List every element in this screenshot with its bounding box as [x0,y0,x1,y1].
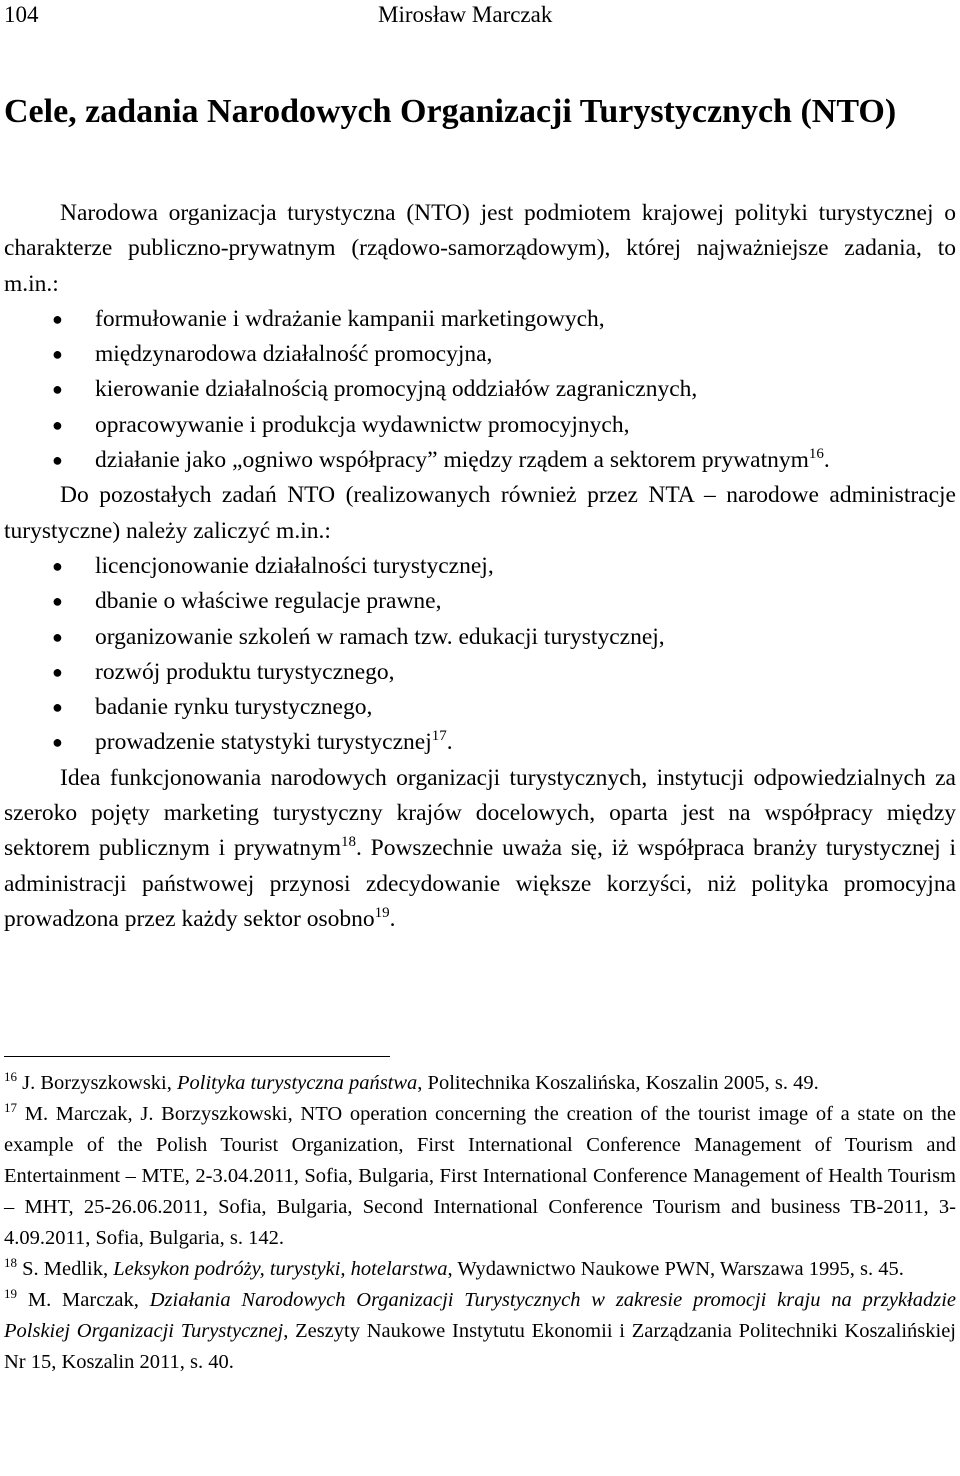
footnote-title: Leksykon podróży, turystyki, hotelarstwa [113,1258,448,1280]
footnote-title: Działania Narodowych Organizacji Turystycznych w zakresie promocji kraju na przykładzie Polskiej Organizacji Turystycznej [4,1289,957,1342]
footnote-ref: 19 [374,904,390,921]
list-item [4,655,956,690]
intro-paragraph: Narodowa organizacja turystyczna (NTO) jest podmiotem krajowej polityki turystycznej o charakterze publiczno-prywatnym (rządowo-samorządowym), której najważniejsze zadania, to m.in.: [4,200,956,297]
bullet-icon: ● [52,344,63,365]
list-item [4,302,956,337]
list-item-text: formułowanie i wdrażanie kampanii marketingowych, [95,305,605,332]
bullet-icon: ● [52,697,63,718]
idea-text-end: . [389,905,396,932]
footnote-title: Polityka turystyczna państwa [177,1072,418,1094]
list-item [4,584,956,619]
list-item-text: kierowanie działalnością promocyjną oddziałów zagranicznych, [95,376,698,403]
bullet-icon: ● [52,414,63,435]
footnote-text: M. Marczak, J. Borzyszkowski, NTO operation concerning the creation of the tourist image of a state on the example of the Polish Tourist Organization, First International Conference Management of Tourism and Entertainment – MTE, 2-3.04.2011, Sofia, Bulgaria, First International Conference Management of Health Tourism – MHT, 25-26.06.2011, Sofia, Bulgaria, Second International Conference Tourism and business TB-2011, 3-4.09.2011, Sofia, Bulgaria, s. 142. [4,1103,956,1249]
bullet-icon: ● [52,555,63,576]
bullet-icon: ● [52,732,63,753]
page-number: 104 [4,2,39,27]
footnote-ref: 18 [340,834,356,851]
tasks-list [4,302,956,478]
list-end-punct: . [823,447,830,474]
list-item [4,725,956,760]
list-item-text: rozwój produktu turystycznego, [95,658,395,685]
footnote [4,1285,956,1378]
footnote-text: , Wydawnictwo Naukowe PWN, Warszawa 1995, s. 45. [447,1258,904,1280]
footnote-number: 17 [4,1100,17,1115]
list-item-text: badanie rynku turystycznego, [95,694,373,721]
list-item-text: międzynarodowa działalność promocyjna, [95,341,493,368]
list-item-text: dbanie o właściwe regulacje prawne, [95,588,442,615]
list-item [4,443,956,478]
list-item [4,337,956,372]
idea-text-part1: Idea funkcjonowania narodowych organizacji turystycznych, instytucji odpowiedzialnych za szeroko pojęty marketing turystyczny krajów docelowych, oparta jest na współpracy między sektorem publicznym i prywatnym [4,764,956,862]
bullet-icon: ● [52,661,63,682]
list-item [4,690,956,725]
bullet-icon: ● [52,308,63,329]
bullet-icon: ● [52,591,63,612]
footnote-number: 16 [4,1069,17,1084]
list-end-punct: . [446,729,453,756]
footnotes [4,1068,956,1378]
bullet-icon: ● [52,626,63,647]
page-header [4,2,956,32]
footnote [4,1254,956,1285]
list-item-text: działanie jako „ogniwo współpracy” między rządem a sektorem prywatnym [95,447,809,474]
list-item-text: licencjonowanie działalności turystycznej, [95,552,494,579]
body-text [4,196,956,937]
list-item [4,408,956,443]
list-item [4,549,956,584]
footnote-text: J. Borzyszkowski, [17,1072,178,1094]
footnote-rule [4,1056,390,1057]
running-head: Mirosław Marczak [378,2,553,27]
footnote-ref: 16 [808,446,824,463]
bullet-icon: ● [52,450,63,471]
footnote-text: M. Marczak, [17,1289,150,1311]
list-item-text: opracowywanie i produkcja wydawnictw promocyjnych, [95,411,630,438]
idea-text-part2: . Powszechnie uważa się, iż współpraca branży turystycznej i administracji państwowej przynosi zdecydowanie większe korzyści, niż polityka promocyjna prowadzona przez każdy sektor osobno [4,835,957,932]
footnote [4,1068,956,1099]
list-item [4,620,956,655]
footnote-text: , Zeszyty Naukowe Instytutu Ekonomii i Zarządzania Politechniki Koszalińskiej Nr 15, Koszalin 2011, s. 40. [4,1320,956,1373]
footnote-text: S. Medlik, [17,1258,114,1280]
other-tasks-paragraph: Do pozostałych zadań NTO (realizowanych również przez NTA – narodowe administracje turystyczne) należy zaliczyć m.in.: [4,482,956,544]
footnote [4,1099,956,1254]
list-item-text: organizowanie szkoleń w ramach tzw. edukacji turystycznej, [95,623,665,650]
section-title: Cele, zadania Narodowych Organizacji Turystycznych (NTO) [4,93,897,130]
footnote-number: 19 [4,1286,17,1301]
footnote-ref: 17 [431,728,447,745]
footnote-text: , Politechnika Koszalińska, Koszalin 2005, s. 49. [417,1072,819,1094]
other-tasks-list [4,549,956,761]
list-item [4,372,956,407]
list-item-text: prowadzenie statystyki turystycznej [95,729,432,756]
idea-paragraph [4,761,956,937]
bullet-icon: ● [52,379,63,400]
footnote-number: 18 [4,1255,17,1270]
